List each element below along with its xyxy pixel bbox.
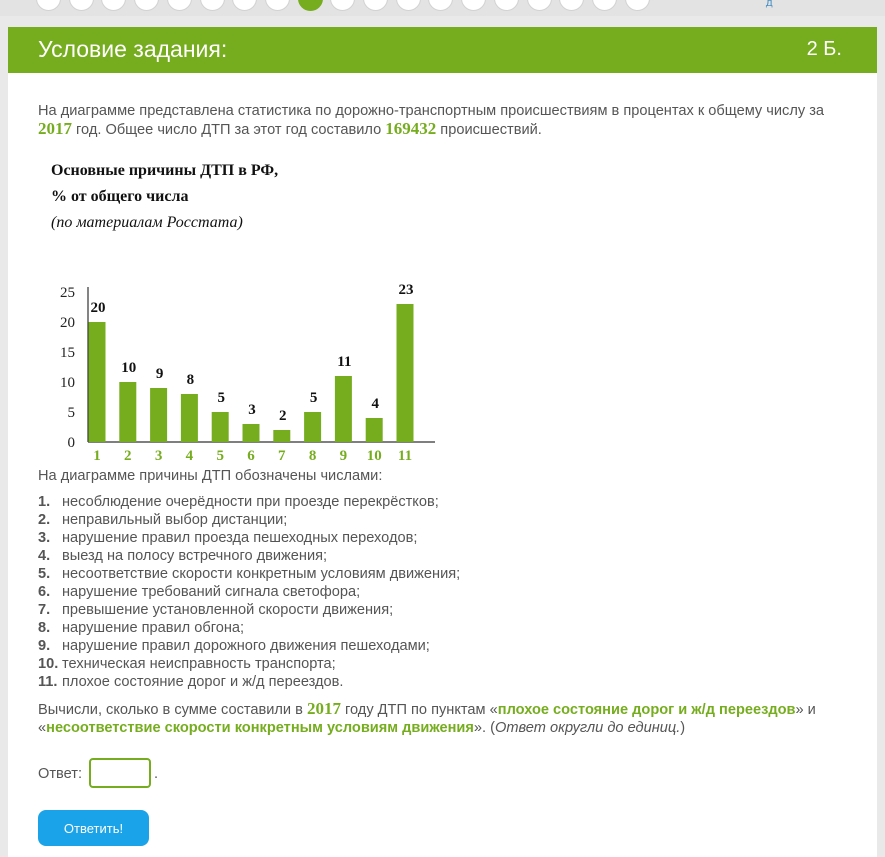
progress-dot[interactable] xyxy=(101,0,126,11)
reason-number: 2. xyxy=(38,512,51,528)
question-hint: Ответ округли до единиц. xyxy=(495,720,681,736)
bar-value-label: 10 xyxy=(121,360,137,376)
bar-1 xyxy=(89,322,106,442)
reason-item xyxy=(38,529,460,547)
x-tick-label: 10 xyxy=(366,448,382,464)
progress-dot[interactable] xyxy=(559,0,584,11)
task-header xyxy=(8,27,877,73)
question-item-b: несоответствие скорости конкретным условиям движения xyxy=(46,720,474,736)
reason-text: нарушение требований сигнала светофора; xyxy=(62,584,361,600)
reason-text: несоблюдение очерёдности при проезде перекрёстков; xyxy=(62,494,439,510)
reason-text: выезд на полосу встречного движения; xyxy=(62,548,328,564)
y-tick-label: 5 xyxy=(67,405,75,421)
reason-item xyxy=(38,583,460,601)
progress-dot[interactable] xyxy=(461,0,486,11)
reason-number: 3. xyxy=(38,530,51,546)
reason-text: неправильный выбор дистанции; xyxy=(62,512,288,528)
reason-item xyxy=(38,673,460,691)
progress-dot[interactable] xyxy=(330,0,355,11)
bar-value-label: 3 xyxy=(248,402,256,418)
bar-value-label: 9 xyxy=(155,366,164,382)
y-tick-label: 10 xyxy=(60,375,75,391)
reason-number: 5. xyxy=(38,566,51,582)
task-intro: На диаграмме представлена статистика по дорожно-транспортным происшествиям в процентах к общему числу за 2017 год. Общее число ДТП за этот год составило 169432 происшествий. xyxy=(38,103,825,138)
x-tick-label: 7 xyxy=(278,448,286,464)
reasons-list xyxy=(38,493,460,691)
question-item-a: плохое состояние дорог и ж/д переездов xyxy=(497,702,796,718)
bar-6 xyxy=(243,424,260,442)
task-card xyxy=(8,27,877,857)
progress-dot[interactable] xyxy=(494,0,519,11)
reason-item xyxy=(38,601,460,619)
bar-value-label: 8 xyxy=(186,372,195,388)
reason-number: 1. xyxy=(38,494,51,510)
x-tick-label: 6 xyxy=(247,448,255,464)
progress-dot[interactable] xyxy=(69,0,94,11)
y-tick-label: 20 xyxy=(60,315,75,331)
intro-year: 2017 xyxy=(38,119,72,138)
bar-4 xyxy=(181,394,198,442)
bar-value-label: 23 xyxy=(398,282,414,298)
question: Вычисли, сколько в сумме составили в 2017 году ДТП по пунктам «плохое состояние дорог и ж/д переездов» и «несоответствие скорости конкретным условиям движения». (Ответ округли до единиц.) xyxy=(38,699,816,736)
progress-dot[interactable] xyxy=(298,0,323,11)
reason-item xyxy=(38,637,460,655)
bar-3 xyxy=(150,388,167,442)
task-title: Условие задания: xyxy=(38,36,228,62)
progress-dot[interactable] xyxy=(592,0,617,11)
reason-number: 6. xyxy=(38,584,51,600)
progress-dot[interactable] xyxy=(265,0,290,11)
bar-7 xyxy=(273,430,290,442)
progress-dot[interactable] xyxy=(36,0,61,11)
answer-suffix: . xyxy=(154,766,159,782)
x-tick-label: 3 xyxy=(154,448,163,464)
progress-dot[interactable] xyxy=(428,0,453,11)
progress-dot[interactable] xyxy=(167,0,192,11)
y-tick-label: 0 xyxy=(67,435,75,451)
y-tick-label: 15 xyxy=(60,345,75,361)
answer-input[interactable] xyxy=(89,758,151,788)
x-tick-label: 1 xyxy=(93,448,101,464)
reason-item xyxy=(38,493,460,511)
bar-value-label: 4 xyxy=(371,396,379,412)
x-tick-label: 5 xyxy=(216,448,224,464)
reason-number: 7. xyxy=(38,602,51,618)
reason-item xyxy=(38,565,460,583)
reason-number: 8. xyxy=(38,620,51,636)
bar-value-label: 11 xyxy=(337,354,352,370)
reason-text: плохое состояние дорог и ж/д переездов. xyxy=(62,674,344,690)
intro-total: 169432 xyxy=(385,119,437,138)
y-tick-label: 25 xyxy=(60,285,75,301)
progress-dot[interactable] xyxy=(396,0,421,11)
answer-label: Ответ: xyxy=(38,766,82,782)
x-tick-label: 2 xyxy=(124,448,132,464)
reason-item xyxy=(38,511,460,529)
chart-plot xyxy=(43,162,463,464)
chart-title-line2: % от общего числа xyxy=(51,188,189,205)
bar-value-label: 5 xyxy=(309,390,318,406)
reason-text: техническая неисправность транспорта; xyxy=(62,656,336,672)
bar-5 xyxy=(212,412,229,442)
bar-2 xyxy=(119,382,136,442)
bar-value-label: 20 xyxy=(90,300,106,316)
chart-subtitle: (по материалам Росстата) xyxy=(51,214,243,231)
task-points: 2 Б. xyxy=(806,38,842,60)
reason-item xyxy=(38,547,460,565)
question-year: 2017 xyxy=(306,699,341,718)
reason-text: несоответствие скорости конкретным условиям движения; xyxy=(62,566,461,582)
progress-dot[interactable] xyxy=(134,0,159,11)
progress-dot[interactable] xyxy=(527,0,552,11)
list-intro: На диаграмме причины ДТП обозначены числами: xyxy=(38,468,383,484)
progress-dot[interactable] xyxy=(232,0,257,11)
bar-value-label: 5 xyxy=(217,390,225,406)
x-tick-label: 8 xyxy=(308,448,317,464)
bar-9 xyxy=(335,376,352,442)
submit-button[interactable]: Ответить! xyxy=(38,810,149,846)
progress-bar xyxy=(0,0,885,16)
bar-8 xyxy=(304,412,321,442)
reason-item xyxy=(38,655,460,673)
reason-number: 11. xyxy=(38,674,58,690)
reason-text: нарушение правил проезда пешеходных переходов; xyxy=(62,530,418,546)
reason-text: нарушение правил дорожного движения пешеходами; xyxy=(62,638,430,654)
x-tick-label: 11 xyxy=(397,448,413,464)
reason-text: превышение установленной скорости движения; xyxy=(62,602,394,618)
reason-number: 9. xyxy=(38,638,51,654)
bar-10 xyxy=(366,418,383,442)
chart-title-line1: Основные причины ДТП в РФ, xyxy=(51,162,279,179)
x-tick-label: 4 xyxy=(185,448,194,464)
progress-dot[interactable] xyxy=(200,0,225,11)
bar-11 xyxy=(397,304,414,442)
reason-number: 10. xyxy=(38,656,59,672)
progress-dot[interactable] xyxy=(625,0,650,11)
progress-dot[interactable] xyxy=(363,0,388,11)
bar-value-label: 2 xyxy=(279,408,287,424)
x-tick-label: 9 xyxy=(339,448,348,464)
progress-link[interactable]: д xyxy=(765,0,773,9)
reason-text: нарушение правил обгона; xyxy=(62,620,245,636)
reason-item xyxy=(38,619,460,637)
reason-number: 4. xyxy=(38,548,51,564)
